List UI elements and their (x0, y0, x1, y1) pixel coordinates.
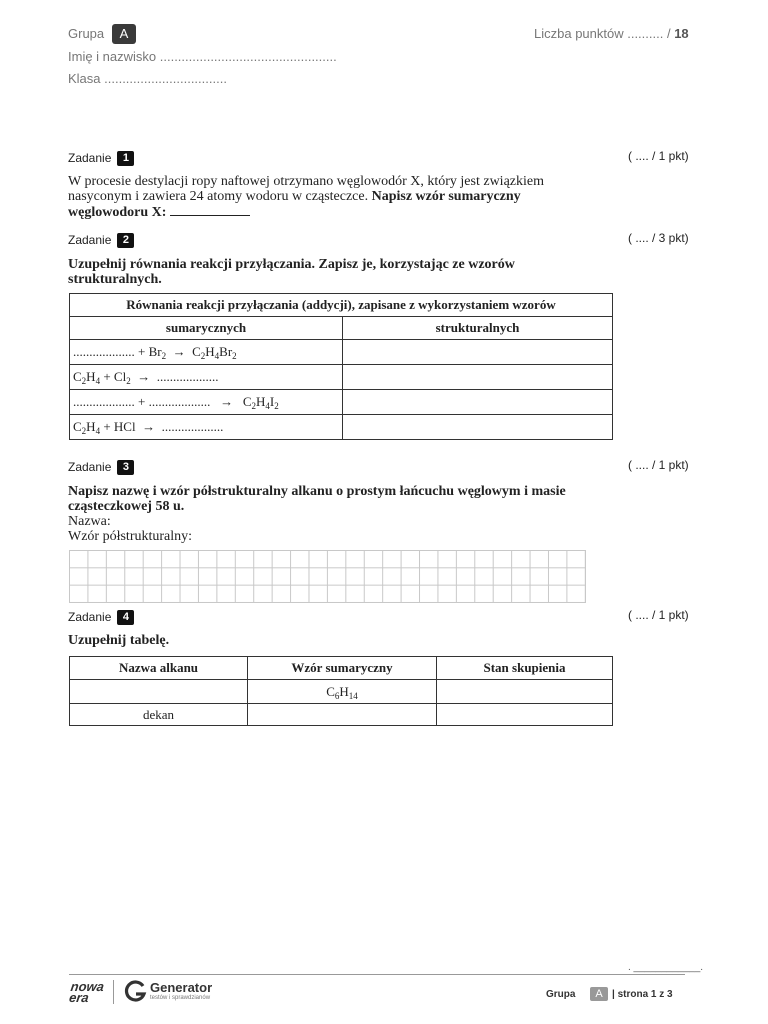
answer-cell[interactable] (343, 415, 613, 440)
answer-grid[interactable] (69, 550, 586, 603)
formula-part: H (205, 344, 215, 359)
task-3-instruction-line-2: cząsteczkowej 58 u. (68, 499, 185, 514)
task-4-heading (68, 610, 134, 625)
task-number-badge: 4 (117, 610, 134, 625)
table-row (70, 340, 613, 365)
task-2-instruction-line-1: Uzupełnij równania reakcji przyłączania. Zapisz je, korzystając ze wzorów (68, 257, 515, 272)
formula-part: H (86, 369, 96, 384)
task-3-points: ( .... / 1 pkt) (628, 458, 689, 472)
task-4-points: ( .... / 1 pkt) (628, 608, 689, 622)
answer-cell[interactable] (248, 704, 437, 726)
subscript: 6 (334, 690, 340, 701)
task-label: Zadanie (68, 233, 112, 247)
task-number-badge: 3 (117, 460, 134, 475)
task-label: Zadanie (68, 460, 112, 474)
task-1-heading (68, 151, 134, 166)
equation-cell (70, 340, 343, 365)
answer-cell[interactable] (437, 680, 613, 704)
arrow-icon: → (142, 419, 156, 434)
answer-cell[interactable] (437, 704, 613, 726)
formula-part: Br (219, 344, 233, 359)
formula-part: Cl (113, 369, 127, 384)
blank-dots[interactable]: ................... (73, 344, 135, 359)
task-1-points: ( .... / 1 pkt) (628, 149, 689, 163)
answer-cell[interactable] (343, 340, 613, 365)
formula-part: C (73, 419, 82, 434)
formula-part: C (242, 394, 252, 409)
subscript: 4 (265, 401, 270, 411)
blank-dots[interactable]: ................... (156, 369, 219, 384)
formula-part: HCl (113, 419, 136, 434)
page-indicator: | strona 1 z 3 (612, 989, 673, 1000)
logo-line-1: nowa (69, 979, 106, 994)
task-2-table (69, 293, 613, 440)
points-label: Liczba punktów .......... / (534, 26, 671, 41)
task-1-line-3 (68, 204, 628, 220)
subscript: 2 (81, 376, 87, 386)
plus-sign: + (103, 419, 111, 434)
formula-part: C (192, 344, 201, 359)
plus-sign: + (103, 369, 111, 384)
plus-sign: + (138, 394, 146, 409)
name-label: Nazwa: (68, 514, 111, 529)
table-row (70, 680, 613, 704)
table-title: Równania reakcji przyłączania (addycji), zapisane z wykorzystaniem wzorów (70, 294, 613, 317)
task-label: Zadanie (68, 610, 112, 624)
task-2-instruction (68, 257, 628, 287)
subscript: 4 (214, 351, 220, 361)
formula-part: I (269, 394, 275, 409)
column-header-sumaryczne: sumarycznych (70, 317, 343, 340)
blank-dots[interactable]: ................... (161, 419, 224, 434)
column-header-formula: Wzór sumaryczny (248, 657, 437, 680)
group-badge: A (112, 24, 136, 44)
subscript: 2 (81, 426, 87, 436)
name-field: Imię i nazwisko ................................................. (68, 49, 337, 64)
subscript: 4 (95, 376, 101, 386)
table-row (70, 390, 613, 415)
footer-group-badge: A (590, 987, 608, 1001)
formula-part: H (86, 419, 96, 434)
task-3-text (68, 484, 648, 544)
points-total: 18 (674, 26, 689, 41)
task-3-instruction-line-1: Napisz nazwę i wzór półstrukturalny alkanu o prostym łańcuchu węglowym i masie (68, 484, 566, 499)
task-1-line-3-text: węglowodoru X: (68, 205, 167, 220)
task-number-badge: 1 (117, 151, 134, 166)
task-1-line-2a: nasyconym i zawiera 24 atomy wodoru w cząsteczce. (68, 189, 372, 204)
task-label: Zadanie (68, 151, 112, 165)
subscript: 2 (161, 351, 167, 361)
task-1-line-1: W procesie destylacji ropy naftowej otrzymano węglowodór X, który jest związkiem (68, 174, 544, 189)
footer-divider (69, 974, 685, 975)
task-4-instruction: Uzupełnij tabelę. (68, 633, 170, 648)
task-number-badge: 2 (117, 233, 134, 248)
equation-cell (70, 365, 343, 390)
task-1-text (68, 174, 628, 220)
formula-cell (248, 680, 437, 704)
footer-group-label: Grupa (546, 989, 576, 1000)
formula-part: Br (148, 344, 162, 359)
points-field (534, 26, 689, 41)
logo-divider (113, 980, 114, 1004)
generator-logo-icon (123, 980, 147, 1004)
subscript: 14 (348, 690, 358, 701)
subscript: 2 (126, 376, 131, 386)
generator-title: Generator (150, 980, 213, 995)
task-2-instruction-line-2: strukturalnych. (68, 272, 162, 287)
table-row (70, 365, 613, 390)
answer-cell[interactable] (343, 365, 613, 390)
nowa-era-logo (68, 981, 104, 1003)
plus-sign: + (138, 344, 146, 359)
formula-part: H (256, 394, 266, 409)
table-row (70, 415, 613, 440)
generator-subtitle: testów i sprawdzianów (150, 995, 211, 1001)
blank-dots[interactable]: ................... (73, 394, 135, 409)
arrow-icon: → (220, 394, 234, 409)
task-1-line-2b: Napisz wzór sumaryczny (371, 189, 521, 204)
name-cell: dekan (70, 704, 248, 726)
logo-line-2: era (68, 990, 90, 1005)
group-label: Grupa (68, 26, 105, 41)
subscript: 2 (200, 351, 206, 361)
equation-cell (70, 415, 343, 440)
subscript: 4 (95, 426, 101, 436)
equation-cell (70, 390, 343, 415)
arrow-icon: → (172, 344, 186, 359)
class-field: Klasa .................................. (68, 71, 227, 86)
formula-label: Wzór półstrukturalny: (68, 529, 193, 544)
answer-cell[interactable] (70, 680, 248, 704)
column-header-strukturalne: strukturalnych (343, 317, 613, 340)
footer-dots: . ____________. (628, 962, 704, 973)
answer-blank[interactable] (170, 204, 250, 216)
column-header-state: Stan skupienia (437, 657, 613, 680)
subscript: 2 (232, 351, 237, 361)
task-3-heading (68, 460, 134, 475)
formula-part: C (326, 683, 335, 699)
table-row (70, 704, 613, 726)
formula-part: H (339, 683, 349, 699)
subscript: 2 (274, 401, 279, 411)
column-header-name: Nazwa alkanu (70, 657, 248, 680)
task-2-heading (68, 233, 134, 248)
answer-cell[interactable] (343, 390, 613, 415)
arrow-icon: → (137, 369, 151, 384)
formula-part: C (73, 369, 82, 384)
subscript: 2 (251, 401, 257, 411)
task-1-line-2 (68, 189, 628, 204)
task-4-table (69, 656, 613, 726)
blank-dots[interactable]: ................... (148, 394, 211, 409)
task-2-points: ( .... / 3 pkt) (628, 231, 689, 245)
